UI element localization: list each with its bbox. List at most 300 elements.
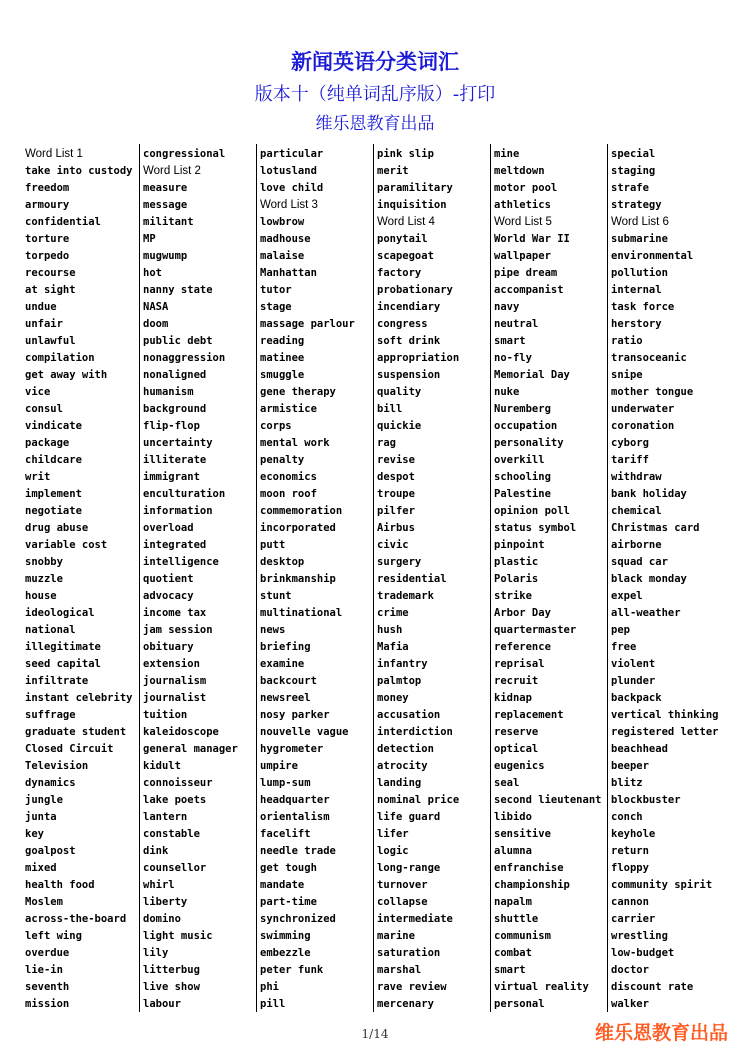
word-entry: life guard	[377, 811, 441, 823]
word-entry: nosy parker	[260, 709, 330, 721]
word-entry: get away with	[25, 369, 108, 381]
word-entry: libido	[494, 811, 532, 823]
word-entry: pep	[611, 624, 630, 636]
word-entry: World War II	[494, 233, 570, 245]
word-entry: championship	[494, 879, 570, 891]
word-entry: motor pool	[494, 182, 558, 194]
word-entry: commemoration	[260, 505, 343, 517]
word-entry: variable cost	[25, 539, 108, 551]
word-entry: examine	[260, 658, 305, 670]
word-entry: turnover	[377, 879, 428, 891]
word-entry: domino	[143, 913, 181, 925]
word-entry: measure	[143, 182, 188, 194]
word-entry: congressional	[143, 148, 226, 160]
word-entry: desktop	[260, 556, 305, 568]
word-entry: eugenics	[494, 760, 545, 772]
word-entry: marine	[377, 930, 415, 942]
word-list-heading: Word List 3	[260, 199, 318, 211]
word-entry: swimming	[260, 930, 311, 942]
word-entry: plunder	[611, 675, 656, 687]
word-column-3	[256, 144, 373, 1012]
word-entry: reference	[494, 641, 551, 653]
word-list-heading: Word List 6	[611, 216, 669, 228]
word-entry: nominal price	[377, 794, 460, 806]
word-entry: detection	[377, 743, 434, 755]
word-entry: torpedo	[25, 250, 70, 262]
word-entry: enfranchise	[494, 862, 564, 874]
word-entry: no-fly	[494, 352, 532, 364]
word-entry: writ	[25, 471, 51, 483]
word-column-5	[490, 144, 607, 1012]
word-entry: reprisal	[494, 658, 545, 670]
word-entry: love child	[260, 182, 324, 194]
word-entry: beachhead	[611, 743, 668, 755]
word-entry: stage	[260, 301, 292, 313]
word-entry: obituary	[143, 641, 194, 653]
word-columns	[22, 144, 728, 1012]
word-entry: doctor	[611, 964, 649, 976]
word-entry: transoceanic	[611, 352, 687, 364]
word-entry: hot	[143, 267, 162, 279]
word-entry: lowbrow	[260, 216, 305, 228]
word-entry: massage parlour	[260, 318, 355, 330]
word-entry: general manager	[143, 743, 238, 755]
word-entry: withdraw	[611, 471, 662, 483]
word-entry: suffrage	[25, 709, 76, 721]
word-entry: counsellor	[143, 862, 207, 874]
word-entry: sensitive	[494, 828, 551, 840]
word-entry: conch	[611, 811, 643, 823]
word-entry: communism	[494, 930, 551, 942]
word-entry: Nuremberg	[494, 403, 551, 415]
word-entry: navy	[494, 301, 520, 313]
word-entry: status symbol	[494, 522, 577, 534]
word-entry: pill	[260, 998, 286, 1010]
word-entry: money	[377, 692, 409, 704]
word-entry: childcare	[25, 454, 82, 466]
word-entry: matinee	[260, 352, 305, 364]
word-entry: mandate	[260, 879, 305, 891]
word-entry: multinational	[260, 607, 343, 619]
word-entry: mental work	[260, 437, 330, 449]
word-entry: mother tongue	[611, 386, 694, 398]
word-entry: overdue	[25, 947, 70, 959]
word-entry: floppy	[611, 862, 649, 874]
word-entry: peter funk	[260, 964, 324, 976]
word-entry: long-range	[377, 862, 441, 874]
word-entry: left wing	[25, 930, 82, 942]
word-entry: personality	[494, 437, 564, 449]
word-entry: suspension	[377, 369, 441, 381]
word-entry: unlawful	[25, 335, 76, 347]
word-entry: intermediate	[377, 913, 453, 925]
word-entry: overload	[143, 522, 194, 534]
word-entry: accompanist	[494, 284, 564, 296]
word-entry: pipe dream	[494, 267, 558, 279]
word-entry: expel	[611, 590, 643, 602]
word-entry: cannon	[611, 896, 649, 908]
word-entry: staging	[611, 165, 656, 177]
document-subtitle: 版本十（纯单词乱序版）-打印	[254, 84, 496, 105]
word-entry: Mafia	[377, 641, 409, 653]
word-list-heading: Word List 5	[494, 216, 552, 228]
word-entry: moon roof	[260, 488, 317, 500]
word-entry: soft drink	[377, 335, 441, 347]
word-entry: income tax	[143, 607, 207, 619]
word-entry: infantry	[377, 658, 428, 670]
word-entry: scapegoat	[377, 250, 434, 262]
word-entry: facelift	[260, 828, 311, 840]
word-entry: implement	[25, 488, 82, 500]
word-entry: labour	[143, 998, 181, 1010]
word-entry: MP	[143, 233, 156, 245]
word-entry: across-the-board	[25, 913, 127, 925]
word-entry: all-weather	[611, 607, 681, 619]
word-entry: alumna	[494, 845, 532, 857]
word-entry: headquarter	[260, 794, 330, 806]
word-entry: negotiate	[25, 505, 82, 517]
word-entry: consul	[25, 403, 63, 415]
word-entry: national	[25, 624, 76, 636]
word-entry: tuition	[143, 709, 188, 721]
word-entry: journalism	[143, 675, 207, 687]
word-entry: rave review	[377, 981, 447, 993]
word-entry: smuggle	[260, 369, 305, 381]
word-entry: package	[25, 437, 70, 449]
word-entry: carrier	[611, 913, 656, 925]
word-entry: despot	[377, 471, 415, 483]
word-entry: crime	[377, 607, 409, 619]
word-entry: lotusland	[260, 165, 317, 177]
word-entry: vice	[25, 386, 51, 398]
word-entry: reserve	[494, 726, 539, 738]
word-entry: trademark	[377, 590, 434, 602]
word-entry: Manhattan	[260, 267, 317, 279]
word-entry: incendiary	[377, 301, 441, 313]
word-entry: Moslem	[25, 896, 63, 908]
word-entry: strategy	[611, 199, 662, 211]
word-entry: collapse	[377, 896, 428, 908]
word-entry: incorporated	[260, 522, 336, 534]
word-entry: hygrometer	[260, 743, 324, 755]
word-entry: registered letter	[611, 726, 719, 738]
word-entry: at sight	[25, 284, 76, 296]
word-entry: internal	[611, 284, 662, 296]
word-entry: seal	[494, 777, 520, 789]
word-entry: low-budget	[611, 947, 675, 959]
word-entry: recruit	[494, 675, 539, 687]
word-entry: confidential	[25, 216, 101, 228]
word-entry: Memorial Day	[494, 369, 570, 381]
word-entry: optical	[494, 743, 539, 755]
word-entry: constable	[143, 828, 200, 840]
word-entry: pink slip	[377, 148, 434, 160]
word-entry: opinion poll	[494, 505, 570, 517]
word-entry: beeper	[611, 760, 649, 772]
word-entry: gene therapy	[260, 386, 336, 398]
word-entry: environmental	[611, 250, 694, 262]
word-entry: mine	[494, 148, 520, 160]
word-entry: Closed Circuit	[25, 743, 114, 755]
word-entry: replacement	[494, 709, 564, 721]
word-entry: combat	[494, 947, 532, 959]
word-entry: community spirit	[611, 879, 713, 891]
word-entry: free	[611, 641, 637, 653]
word-entry: palmtop	[377, 675, 422, 687]
word-entry: litterbug	[143, 964, 200, 976]
word-entry: background	[143, 403, 207, 415]
word-entry: advocacy	[143, 590, 194, 602]
word-entry: surgery	[377, 556, 422, 568]
word-list-heading: Word List 1	[25, 148, 83, 160]
word-entry: return	[611, 845, 649, 857]
word-entry: ponytail	[377, 233, 428, 245]
word-entry: quality	[377, 386, 422, 398]
word-entry: seventh	[25, 981, 70, 993]
word-entry: junta	[25, 811, 57, 823]
word-entry: immigrant	[143, 471, 200, 483]
word-entry: nonaggression	[143, 352, 226, 364]
word-entry: stunt	[260, 590, 292, 602]
word-entry: humanism	[143, 386, 194, 398]
word-entry: part-time	[260, 896, 317, 908]
word-entry: pollution	[611, 267, 668, 279]
word-entry: snobby	[25, 556, 63, 568]
word-entry: blitz	[611, 777, 643, 789]
word-entry: kidult	[143, 760, 181, 772]
word-entry: armoury	[25, 199, 70, 211]
word-entry: discount rate	[611, 981, 694, 993]
word-entry: walker	[611, 998, 649, 1010]
word-entry: plastic	[494, 556, 539, 568]
word-entry: Television	[25, 760, 89, 772]
word-column-4	[373, 144, 490, 1012]
word-entry: jungle	[25, 794, 63, 806]
word-entry: mixed	[25, 862, 57, 874]
word-entry: intelligence	[143, 556, 219, 568]
word-entry: dynamics	[25, 777, 76, 789]
word-entry: shuttle	[494, 913, 539, 925]
word-entry: quickie	[377, 420, 422, 432]
word-entry: lifer	[377, 828, 409, 840]
word-entry: infiltrate	[25, 675, 89, 687]
word-entry: light music	[143, 930, 213, 942]
word-entry: lake poets	[143, 794, 207, 806]
word-entry: madhouse	[260, 233, 311, 245]
word-entry: unfair	[25, 318, 63, 330]
word-entry: revise	[377, 454, 415, 466]
word-entry: jam session	[143, 624, 213, 636]
word-entry: saturation	[377, 947, 441, 959]
word-entry: rag	[377, 437, 396, 449]
word-entry: civic	[377, 539, 409, 551]
word-entry: compilation	[25, 352, 95, 364]
word-entry: smart	[494, 335, 526, 347]
word-entry: Airbus	[377, 522, 415, 534]
word-entry: instant celebrity	[25, 692, 133, 704]
word-entry: public debt	[143, 335, 213, 347]
word-entry: mercenary	[377, 998, 434, 1010]
word-entry: pinpoint	[494, 539, 545, 551]
word-entry: congress	[377, 318, 428, 330]
word-entry: lump-sum	[260, 777, 311, 789]
word-entry: paramilitary	[377, 182, 453, 194]
word-entry: muzzle	[25, 573, 63, 585]
word-entry: inquisition	[377, 199, 447, 211]
word-entry: freedom	[25, 182, 70, 194]
word-entry: merit	[377, 165, 409, 177]
word-entry: virtual reality	[494, 981, 589, 993]
word-entry: embezzle	[260, 947, 311, 959]
word-entry: vindicate	[25, 420, 82, 432]
word-entry: strike	[494, 590, 532, 602]
word-entry: landing	[377, 777, 422, 789]
word-entry: kidnap	[494, 692, 532, 704]
word-entry: airborne	[611, 539, 662, 551]
word-entry: liberty	[143, 896, 188, 908]
word-entry: illegitimate	[25, 641, 101, 653]
word-entry: seed capital	[25, 658, 101, 670]
word-entry: corps	[260, 420, 292, 432]
word-list-heading: Word List 2	[143, 165, 201, 177]
word-entry: synchronized	[260, 913, 336, 925]
word-entry: lily	[143, 947, 169, 959]
word-entry: news	[260, 624, 286, 636]
word-entry: kaleidoscope	[143, 726, 219, 738]
word-entry: violent	[611, 658, 656, 670]
word-entry: lie-in	[25, 964, 63, 976]
word-entry: NASA	[143, 301, 169, 313]
word-entry: second lieutenant	[494, 794, 602, 806]
word-entry: illiterate	[143, 454, 207, 466]
word-entry: economics	[260, 471, 317, 483]
word-entry: graduate student	[25, 726, 127, 738]
word-entry: lantern	[143, 811, 188, 823]
word-entry: schooling	[494, 471, 551, 483]
word-entry: particular	[260, 148, 324, 160]
word-entry: connoisseur	[143, 777, 213, 789]
word-entry: dink	[143, 845, 169, 857]
word-entry: integrated	[143, 539, 207, 551]
word-entry: chemical	[611, 505, 662, 517]
word-entry: factory	[377, 267, 422, 279]
word-entry: armistice	[260, 403, 317, 415]
word-entry: mugwump	[143, 250, 188, 262]
word-entry: nonaligned	[143, 369, 207, 381]
word-entry: live show	[143, 981, 200, 993]
word-entry: coronation	[611, 420, 675, 432]
word-entry: squad car	[611, 556, 668, 568]
word-entry: malaise	[260, 250, 305, 262]
word-entry: neutral	[494, 318, 539, 330]
word-entry: flip-flop	[143, 420, 200, 432]
word-entry: message	[143, 199, 188, 211]
word-entry: snipe	[611, 369, 643, 381]
word-entry: doom	[143, 318, 169, 330]
word-entry: drug abuse	[25, 522, 89, 534]
word-entry: Palestine	[494, 488, 551, 500]
document-title: 新闻英语分类词汇	[291, 50, 459, 74]
word-entry: newsreel	[260, 692, 311, 704]
word-entry: Polaris	[494, 573, 539, 585]
word-entry: orientalism	[260, 811, 330, 823]
word-entry: task force	[611, 301, 675, 313]
word-entry: goalpost	[25, 845, 76, 857]
word-entry: appropriation	[377, 352, 460, 364]
publisher-line: 维乐恩教育出品	[315, 114, 435, 134]
word-entry: brinkmanship	[260, 573, 336, 585]
word-entry: enculturation	[143, 488, 226, 500]
word-entry: information	[143, 505, 213, 517]
word-entry: backpack	[611, 692, 662, 704]
word-entry: torture	[25, 233, 70, 245]
word-entry: militant	[143, 216, 194, 228]
word-entry: reading	[260, 335, 305, 347]
word-entry: bank holiday	[611, 488, 687, 500]
word-entry: blockbuster	[611, 794, 681, 806]
word-column-2	[139, 144, 256, 1012]
word-entry: whirl	[143, 879, 175, 891]
word-entry: take into custody	[25, 165, 133, 177]
word-entry: occupation	[494, 420, 558, 432]
word-column-6	[607, 144, 724, 1012]
word-entry: journalist	[143, 692, 207, 704]
word-entry: health food	[25, 879, 95, 891]
word-entry: submarine	[611, 233, 668, 245]
word-entry: residential	[377, 573, 447, 585]
word-entry: pilfer	[377, 505, 415, 517]
word-entry: accusation	[377, 709, 441, 721]
word-entry: key	[25, 828, 44, 840]
word-entry: umpire	[260, 760, 298, 772]
word-entry: personal	[494, 998, 545, 1010]
watermark-logo: 维乐恩教育出品	[594, 1022, 728, 1044]
word-entry: uncertainty	[143, 437, 213, 449]
word-entry: vertical thinking	[611, 709, 719, 721]
word-entry: tariff	[611, 454, 649, 466]
word-entry: phi	[260, 981, 279, 993]
page-number: 1/14	[361, 1027, 389, 1041]
word-entry: meltdown	[494, 165, 545, 177]
word-entry: black monday	[611, 573, 687, 585]
word-entry: nuke	[494, 386, 520, 398]
word-entry: troupe	[377, 488, 415, 500]
word-entry: Christmas card	[611, 522, 700, 534]
word-column-1	[22, 144, 139, 1012]
word-entry: marshal	[377, 964, 422, 976]
word-entry: atrocity	[377, 760, 428, 772]
word-entry: get tough	[260, 862, 317, 874]
word-entry: mission	[25, 998, 70, 1010]
word-entry: herstory	[611, 318, 662, 330]
word-entry: quotient	[143, 573, 194, 585]
word-entry: athletics	[494, 199, 551, 211]
word-entry: backcourt	[260, 675, 317, 687]
word-entry: nouvelle vague	[260, 726, 349, 738]
word-list-heading: Word List 4	[377, 216, 435, 228]
word-entry: strafe	[611, 182, 649, 194]
word-entry: Arbor Day	[494, 607, 551, 619]
word-entry: overkill	[494, 454, 545, 466]
word-entry: putt	[260, 539, 286, 551]
word-entry: extension	[143, 658, 200, 670]
word-entry: cyborg	[611, 437, 649, 449]
word-entry: recourse	[25, 267, 76, 279]
word-entry: needle trade	[260, 845, 336, 857]
word-entry: bill	[377, 403, 403, 415]
word-entry: wallpaper	[494, 250, 551, 262]
word-entry: undue	[25, 301, 57, 313]
